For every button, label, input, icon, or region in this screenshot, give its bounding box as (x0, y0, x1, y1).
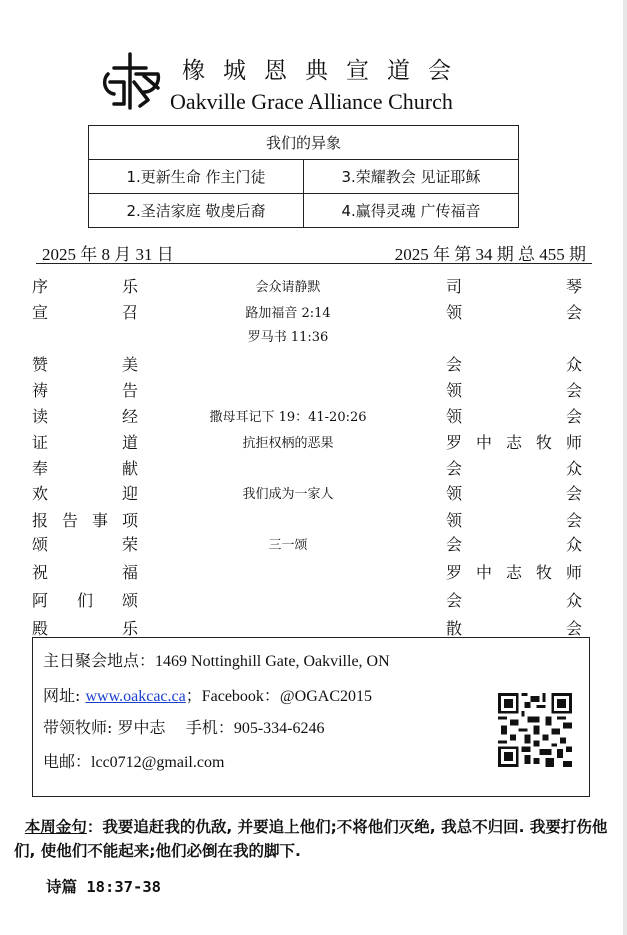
service-leader-char: 众 (565, 535, 582, 554)
service-leader-char: 罗 (446, 433, 463, 452)
service-item (32, 300, 138, 323)
service-leader-char: 会 (565, 407, 582, 426)
service-row (0, 404, 600, 428)
service-item-char: 道 (121, 433, 138, 452)
church-name-chinese: 橡城恩典宣道会 (182, 58, 469, 84)
service-item-char: 乐 (121, 277, 138, 296)
service-leader (446, 456, 582, 479)
service-item-char: 们 (76, 591, 93, 610)
service-content: 会众请静默 (255, 280, 321, 295)
service-leader (446, 430, 582, 453)
service-leader-char: 众 (565, 459, 582, 478)
bulletin-date: 2025 年 8 月 31 日 (42, 245, 174, 264)
email: lcc0712@gmail.com (91, 754, 225, 771)
service-item-char: 告 (61, 511, 78, 530)
vision-title: 我们的异象 (89, 126, 519, 160)
bulletin-date-row (36, 240, 592, 264)
pastor-line (43, 715, 325, 738)
service-leader-char: 领 (446, 511, 463, 530)
service-leader-char: 散 (446, 619, 463, 638)
service-item-char: 献 (121, 459, 138, 478)
service-leader-char: 会 (446, 355, 463, 374)
service-leader (446, 274, 582, 297)
service-leader-char: 领 (446, 381, 463, 400)
service-content: 撒母耳记下 19：41-20:26 (209, 410, 367, 425)
service-item-char: 祷 (32, 381, 49, 400)
service-leader (446, 378, 582, 401)
service-leader-char: 琴 (565, 277, 582, 296)
service-row (0, 352, 600, 376)
service-item-char: 阿 (32, 591, 49, 610)
email-label: 电邮： (43, 752, 92, 771)
call-to-worship-extra: 罗马书 11:36 (247, 330, 329, 345)
church-logo-icon (100, 52, 164, 110)
service-leader-char: 众 (565, 355, 582, 374)
service-row (0, 430, 600, 454)
service-item-char: 福 (121, 563, 138, 582)
phone-label: 手机： (185, 718, 234, 737)
website-label: 网址: (43, 686, 86, 705)
weekly-verse (14, 815, 620, 863)
qr-code-icon (498, 693, 572, 767)
service-item (32, 352, 138, 375)
service-leader-char: 会 (446, 535, 463, 554)
service-leader (446, 532, 582, 555)
service-leader-char: 师 (565, 563, 582, 582)
service-leader (446, 508, 582, 531)
service-leader-char: 会 (446, 591, 463, 610)
vision-item: 3.荣耀教会 见证耶稣 (304, 160, 519, 194)
service-leader-char: 会 (446, 459, 463, 478)
address-label: 主日聚会地点： (43, 651, 156, 670)
address: 1469 Nottinghill Gate, Oakville, ON (155, 653, 390, 670)
service-item-char: 序 (32, 277, 49, 296)
facebook: ；Facebook：@OGAC2015 (185, 688, 372, 705)
service-leader (446, 300, 582, 323)
service-leader-char: 牧 (535, 433, 552, 452)
service-leader-char: 会 (565, 303, 582, 322)
service-leader (446, 560, 582, 583)
service-leader-char: 会 (565, 619, 582, 638)
service-row (0, 378, 600, 402)
service-item-char: 颂 (121, 591, 138, 610)
service-item (32, 378, 138, 401)
service-row (0, 456, 600, 480)
service-item (32, 508, 138, 531)
service-item (32, 430, 138, 453)
service-leader-char: 师 (565, 433, 582, 452)
vision-item: 1.更新生命 作主门徒 (89, 160, 304, 194)
service-leader (446, 588, 582, 611)
service-item-char: 荣 (121, 535, 138, 554)
service-leader-char: 众 (565, 591, 582, 610)
service-leader (446, 352, 582, 375)
service-row (0, 300, 600, 324)
church-name-english: Oakville Grace Alliance Church (170, 89, 453, 114)
page-edge (623, 0, 627, 935)
verse-tag: 本周金句 (24, 818, 87, 836)
address-line (43, 648, 390, 671)
service-leader-char: 领 (446, 484, 463, 503)
service-item-char: 殿 (32, 619, 49, 638)
service-content: 我们成为一家人 (242, 487, 334, 502)
service-row (0, 588, 600, 612)
service-item-char: 美 (121, 355, 138, 374)
service-item-char: 读 (32, 407, 49, 426)
service-row (0, 481, 600, 505)
service-content: 路加福音 2:14 (245, 306, 331, 321)
service-item (32, 404, 138, 427)
service-leader (446, 404, 582, 427)
service-item-char: 报 (32, 511, 49, 530)
service-content: 三一颂 (268, 538, 308, 553)
service-item-char: 宣 (32, 303, 49, 322)
service-leader-char: 会 (565, 381, 582, 400)
service-leader-char: 志 (505, 433, 522, 452)
service-leader-char: 司 (446, 277, 463, 296)
service-leader-char: 罗 (446, 563, 463, 582)
vision-table (88, 125, 519, 228)
service-item-char: 经 (121, 407, 138, 426)
service-item-char: 迎 (121, 484, 138, 503)
service-row (0, 560, 600, 584)
service-item-char: 奉 (32, 459, 49, 478)
service-item (32, 616, 138, 639)
service-item-char: 证 (32, 433, 49, 452)
service-item-char: 告 (121, 381, 138, 400)
bulletin-issue: 2025 年 第 34 期 总 455 期 (394, 245, 586, 264)
service-leader-char: 中 (475, 433, 492, 452)
service-item (32, 560, 138, 583)
service-item-char: 乐 (121, 619, 138, 638)
service-leader-char: 牧 (535, 563, 552, 582)
service-leader-char: 领 (446, 303, 463, 322)
vision-item: 4.赢得灵魂 广传福音 (304, 194, 519, 228)
service-leader-char: 中 (475, 563, 492, 582)
service-row (0, 508, 600, 532)
service-item (32, 532, 138, 555)
phone: 905-334-6246 (233, 720, 325, 737)
service-item-char: 欢 (32, 484, 49, 503)
service-item-char: 祝 (32, 563, 49, 582)
service-row (0, 274, 600, 298)
service-leader-char: 会 (565, 484, 582, 503)
service-item (32, 481, 138, 504)
service-item (32, 588, 138, 611)
service-leader-char: 领 (446, 407, 463, 426)
service-item-char: 事 (91, 511, 108, 530)
website-line (43, 683, 372, 706)
service-row (0, 532, 600, 556)
website-link[interactable]: www.oakcac.ca (85, 688, 186, 705)
service-leader (446, 616, 582, 639)
pastor-label: 带领牧师: 罗中志 (43, 718, 166, 737)
service-item (32, 274, 138, 297)
verse-text: ：我要追赶我的仇敌, 并要追上他们;不将他们灭绝, 我总不归回. 我要打伤他们, 使他们不能起来;他们必倒在我的脚下. (14, 818, 608, 860)
service-item-char: 赞 (32, 355, 49, 374)
verse-reference: 诗篇 18:37-38 (46, 878, 161, 896)
vision-item: 2.圣洁家庭 敬虔后裔 (89, 194, 304, 228)
service-item-char: 召 (121, 303, 138, 322)
service-item-char: 项 (121, 511, 138, 530)
service-item (32, 456, 138, 479)
service-leader-char: 志 (505, 563, 522, 582)
service-leader (446, 481, 582, 504)
service-item-char: 颂 (32, 535, 49, 554)
service-content: 抗拒权柄的恶果 (242, 436, 334, 451)
email-line (43, 749, 224, 772)
service-leader-char: 会 (565, 511, 582, 530)
